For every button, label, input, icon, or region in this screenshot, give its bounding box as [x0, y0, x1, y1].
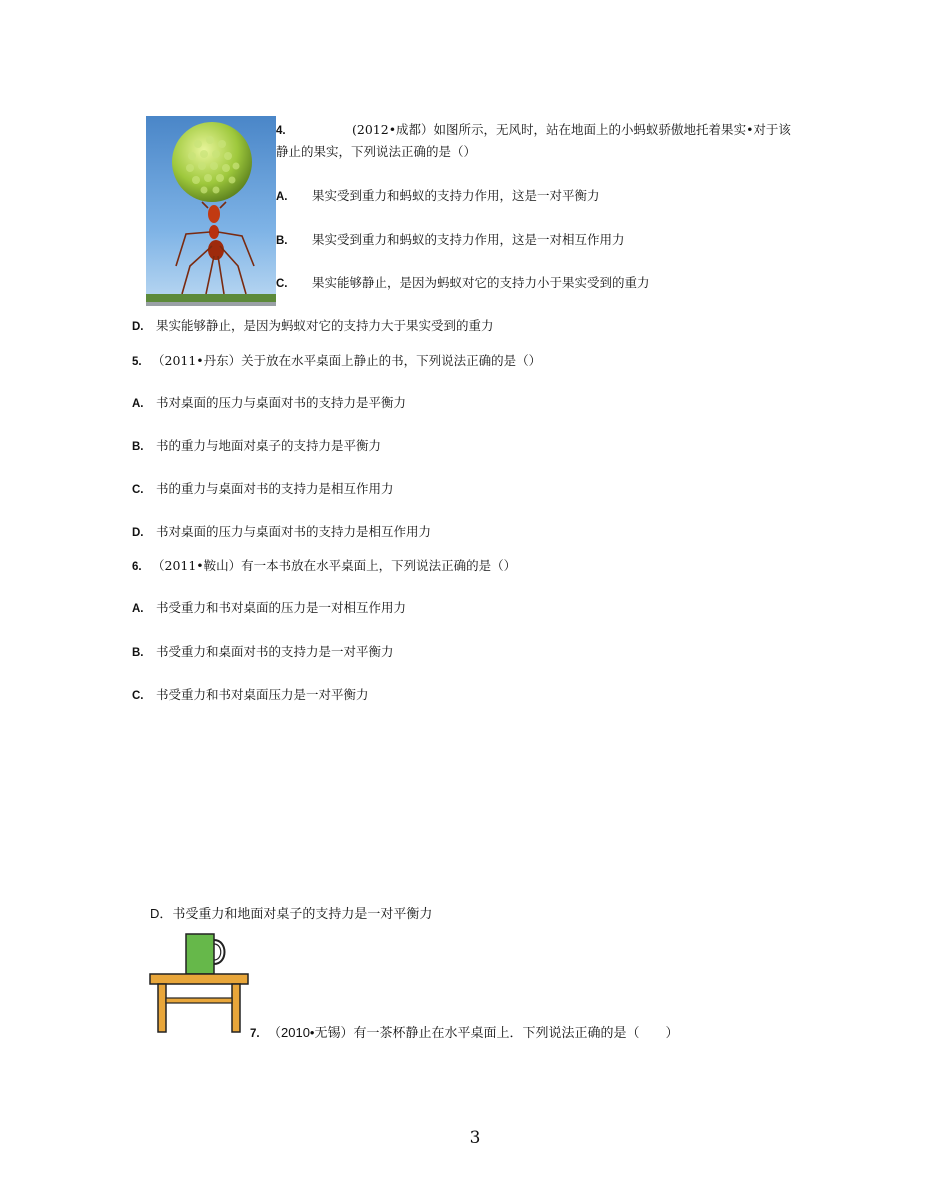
- ant-fruit-photo: [146, 116, 276, 306]
- q6-option-c-text: 书受重力和书对桌面压力是一对平衡力: [156, 687, 369, 702]
- q5-option-d: D.: [132, 527, 144, 539]
- q6-option-d: D．书受重力和地面对桌子的支持力是一对平衡力: [150, 906, 433, 921]
- q5-option-a: A.: [132, 398, 144, 410]
- q6-option-b: B.: [132, 647, 144, 659]
- q7-number: 7.: [250, 1028, 260, 1040]
- q4-option-c: C.: [276, 278, 288, 290]
- q6-stem: （2011•鞍山）有一本书放在水平桌面上，下列说法正确的是（）: [152, 558, 517, 573]
- q4-option-a-text: 果实受到重力和蚂蚁的支持力作用，这是一对平衡力: [312, 188, 600, 203]
- page-number: 3: [469, 1128, 481, 1148]
- q5-number: 5.: [132, 356, 142, 368]
- q5-option-c-text: 书的重力与桌面对书的支持力是相互作用力: [156, 481, 394, 496]
- q4-option-a: A.: [276, 191, 288, 203]
- q6-option-c: C.: [132, 690, 144, 702]
- q7-stem: （2010•无锡）有一茶杯静止在水平桌面上．下列说法正确的是（ ）: [268, 1025, 679, 1040]
- q4-number: 4.: [276, 125, 286, 137]
- q4-option-b-text: 果实受到重力和蚂蚁的支持力作用，这是一对相互作用力: [312, 232, 625, 247]
- q4-stem-line2: 静止的果实，下列说法正确的是（）: [276, 144, 477, 159]
- q6-option-a-text: 书受重力和书对桌面的压力是一对相互作用力: [156, 600, 407, 615]
- q6-number: 6.: [132, 561, 142, 573]
- q5-stem: （2011•丹东）关于放在水平桌面上静止的书，下列说法正确的是（）: [152, 353, 542, 368]
- q4-stem-line1: (2012•成都）如图所示，无风时，站在地面上的小蚂蚁骄傲地托着果实•对于该: [352, 122, 791, 137]
- q6-option-a: A.: [132, 603, 144, 615]
- cup-on-table-figure: [148, 930, 252, 1034]
- q5-option-a-text: 书对桌面的压力与桌面对书的支持力是平衡力: [156, 395, 407, 410]
- q4-option-b: B.: [276, 235, 288, 247]
- q4-option-d: D.: [132, 321, 144, 333]
- q4-option-c-text: 果实能够静止，是因为蚂蚁对它的支持力小于果实受到的重力: [312, 275, 650, 290]
- q5-option-d-text: 书对桌面的压力与桌面对书的支持力是相互作用力: [156, 524, 432, 539]
- q5-option-b: B.: [132, 441, 144, 453]
- q5-option-b-text: 书的重力与地面对桌子的支持力是平衡力: [156, 438, 382, 453]
- q5-option-c: C.: [132, 484, 144, 496]
- q4-option-d-text: 果实能够静止，是因为蚂蚁对它的支持力大于果实受到的重力: [156, 318, 494, 333]
- q6-option-b-text: 书受重力和桌面对书的支持力是一对平衡力: [156, 644, 394, 659]
